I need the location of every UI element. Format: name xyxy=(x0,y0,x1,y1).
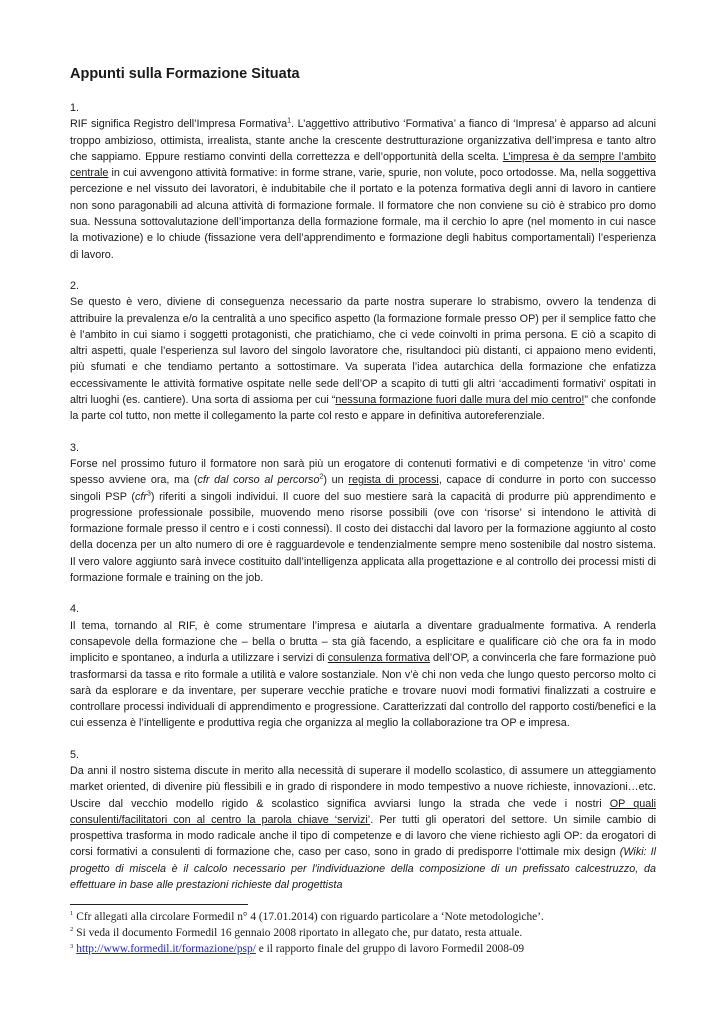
underlined-text: L’impresa è da sempre l’ambito centrale xyxy=(70,150,657,180)
section-5-paragraph xyxy=(70,763,656,893)
text-run: Se questo è vero, diviene di conseguenza necessario da parte nostra superare lo strabismo, ovvero la tendenza di attribuire la prevalenza e/o la centralità a uno specifico aspetto (la formazione formale presso OP) per il semplice fatto che è l’ambito in cui siamo i soggetti protagonisti, che pratichiamo, che ci vede coinvolti in prima persona. E ciò a scapito di altri aspetti, quale l’esperienza sul lavoro del singolo lavoratore che, risultandoci più distanti, ci appaiono meno evidenti, più sfumati e che tendiamo pertanto a sottostimare. Va superata l’idea autarchica della formazione che enfatizza eccessivamente le attività formative ospitate nelle sede dell’OP a scapito di tutti gli altri ‘accadimenti formativi’ ospitati in altri luoghi (es. cantiere). Una sorta di assioma per cui “ xyxy=(70,296,656,407)
footnote-mark: 1 xyxy=(70,910,74,918)
footnote-ref[interactable]: 2 xyxy=(319,473,324,481)
underlined-text: nessuna formazione fuori dalle mura del mio centro! xyxy=(335,394,585,407)
text-run: ) riferiti a singoli individui. Il cuore del suo mestiere sarà la capacità di produrre più apprendimento e progressione professionale possibile, muovendo meno risorse possibili (ove con ‘risorse’ si intendono le attività di formazione formale presso il centro e i costi connessi). Il costo dei distacchi dal lavoro per la formazione aggiunto al costo della docenza per un alto numero di ore è ragguardevole e tendenzialmente sempre meno sostenibile dal nostro sistema. Il vero valore aggiunto sarà invece costituito dall’intelligenza applicata alla progettazione e al controllo dei processi misti di formazione formale e training on the job. xyxy=(70,490,656,585)
section-number: 5. xyxy=(70,748,80,761)
footnote-separator xyxy=(70,904,248,905)
text-run: Il tema, tornando al RIF, è come strumentare l’impresa e aiutarla a diventare gradualmente formativa. A renderla consapevole della formazione che – bella o brutta – sta già facendo, a esplicitare e qualificare ciò che ora fa in modo implicito e spontaneo, a indurla a utilizzare i servizi di xyxy=(70,619,656,665)
page-title: Appunti sulla Formazione Situata xyxy=(70,66,300,82)
section-number: 1. xyxy=(70,102,80,114)
underlined-text: regista di processi xyxy=(348,474,439,487)
section-4-paragraph xyxy=(70,618,656,732)
footnotes xyxy=(70,909,660,958)
text-run: . L’aggettivo attributivo ‘Formativa’ a fianco di ‘Impresa’ è apparso ad alcuni troppo ambizioso, ottimista, irrealista, stante anche la crescente destrutturazione organizzativa dell’impresa e tanto altro che sappiamo. Eppure restiamo convinti della correttezza e dell’opportunità della scelta. xyxy=(70,118,657,163)
footnote-link[interactable]: http://www.formedil.it/formazione/psp/ xyxy=(76,943,256,956)
text-run: ” che confonde la parte col tutto, non mette il collegamento la parte col resto e appare in definitiva autoreferenziale. xyxy=(70,394,656,423)
footnote-mark: 3 xyxy=(70,942,74,950)
footnote-ref[interactable]: 3 xyxy=(146,489,151,497)
footnote-2 xyxy=(70,925,660,941)
text-run: in cui avvengono attività formative: in forme strane, varie, spurie, non volute, poco ortodosse. Ma, nella soggettiva percezione e nel vissuto dei lavoratori, è indubitabile che il portato e la potenza formativa degli anni di lavoro in cantiere non sono paragonabili ad alcuna attività di formazione formale. Il formatore che non conviene su ciò è strabico pro domo sua. Nessuna sottovalutazione dell’importanza della formazione formale, ma il cerchio lo apre (nel momento in cui nasce la motivazione) e lo chiude (fissazione vera dell’apprendimento e formazione degli habitus comportamentali) l’esperienza di lavoro. xyxy=(70,167,656,261)
section-number: 3. xyxy=(70,441,80,454)
text-run: Da anni il nostro sistema discute in merito alla necessità di superare il modello scolastico, di assumere un atteggiamento market oriented, di divenire più flessibili e in grado di rispondere in modo tempestivo a nuove richieste, innovazioni…etc. Uscire dal vecchio modello rigido & scolastico significa avviarsi lungo la strada che vede i nostri xyxy=(70,764,656,810)
footnote-text: Cfr allegati alla circolare Formedil n° 4 (17.01.2014) con riguardo particolare a ‘Note metodologiche’. xyxy=(76,911,544,923)
section-3-paragraph xyxy=(70,456,656,586)
text-run: . Per tutti gli operatori del settore. Un simile cambio di prospettiva trasforma in modo radicale anche il tipo di competenze e di lavoro che viene richiesto agli OP: da erogatori di corsi formativi a consulenti di formazione che, caso per caso, sono in grado di predisporre l’ottimale mix design xyxy=(70,813,656,859)
footnote-3 xyxy=(70,941,660,957)
footnote-mark: 2 xyxy=(70,926,74,934)
footnote-text: Si veda il documento Formedil 16 gennaio 2008 riportato in allegato che, pur datato, resta attuale. xyxy=(76,927,523,940)
text-run: RIF significa Registro dell’Impresa Formativa xyxy=(70,118,288,131)
section-number: 2. xyxy=(70,279,80,292)
footnote-ref[interactable]: 1 xyxy=(287,117,292,125)
underlined-text: OP quali consulenti/facilitatori con al centro la parola chiave ‘servizi’ xyxy=(70,797,657,826)
footnote-1 xyxy=(70,909,660,925)
document-body xyxy=(70,100,656,893)
text-run: ) un xyxy=(323,474,349,487)
text-run: dell’OP, a convincerla che fare formazione può trasformarsi da tassa e rito formale a utilità e valore sostanziale. Non v’è chi non veda che lungo questo percorso molto ci sarà da esplorare e da inventare, per superare vecchie pratiche e trovare nuovi modi formativi finalizzati a costruire e controllare processi individuali di apprendimento e progressione. Caratterizzati dal controllo del rapporto costi/benefici e la cui essenza è l’intelligente e produttiva regia che organizza al meglio la collaborazione tra OP e impresa. xyxy=(70,652,656,730)
italic-text: (Wiki: Il progetto di miscela è il calcolo necessario per l'individuazione della composizione di un prefissato calcestruzzo, da effettuare in base alle prestazioni richieste dal progettista xyxy=(70,846,656,892)
footnote-text: e il rapporto finale del gruppo di lavoro Formedil 2008-09 xyxy=(255,943,525,956)
italic-text: cfr xyxy=(134,490,147,503)
italic-text: cfr dal corso al percorso xyxy=(197,474,320,487)
section-2-paragraph xyxy=(70,294,656,424)
section-1-paragraph xyxy=(70,116,656,263)
text-run: Forse nel prossimo futuro il formatore non sarà più un erogatore di contenuti formativi e di competenze ‘in vitro’ come spesso avviene ora, ma ( xyxy=(70,457,656,487)
underlined-text: consulenza formativa xyxy=(327,652,430,665)
section-number: 4. xyxy=(70,603,80,616)
text-run: , capace di condurre in porto con successo singoli PSP ( xyxy=(70,474,656,503)
